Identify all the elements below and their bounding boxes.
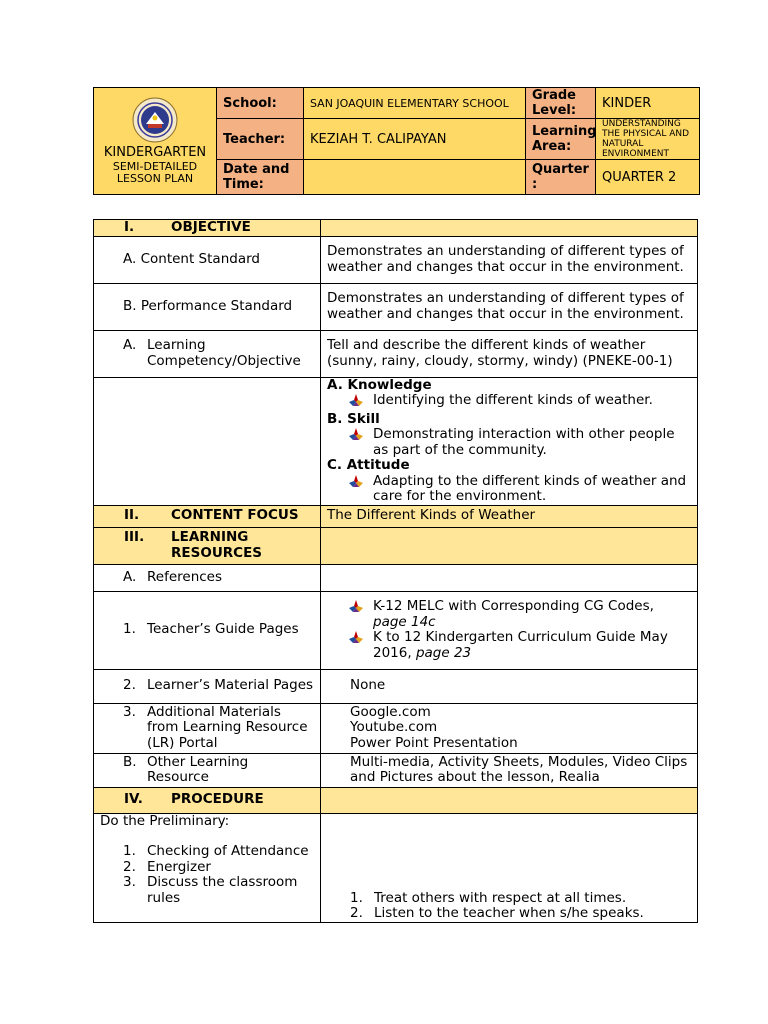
content-focus-row [94,505,698,527]
learners-material-row [94,669,698,703]
preliminary-step: Energizer [147,858,211,875]
classroom-rule: Treat others with respect at all times. [374,889,627,906]
deped-seal-icon [132,97,178,143]
bullet-diamond-icon [349,475,363,488]
section-title: CONTENT FOCUS [171,507,299,524]
additional-materials-label: Additional Materials from Learning Resource (LR) Portal [147,703,308,751]
learners-material-value: None [321,669,698,703]
performance-standard-row [94,283,698,330]
teacher-value: KEZIAH T. CALIPAYAN [304,119,526,160]
list-number: 2. [123,677,136,694]
attitude-heading: C. Attitude [327,457,410,473]
date-time-value [304,160,526,195]
other-resources-label: Other Learning Resource [147,753,249,785]
competency-label: Learning Competency/Objective [147,337,301,369]
tg-item-2: K to 12 Kindergarten Curriculum Guide May 2016, [373,629,668,661]
section-title: LEARNING RESOURCES [171,529,263,561]
learning-resources-row [94,527,698,564]
competency-row [94,330,698,377]
section-number: IV. [124,791,143,808]
attitude-item: Adapting to the different kinds of weather and care for the environment. [373,472,687,504]
grade-label: Grade Level: [526,88,596,119]
tg-item-2-page: page 23 [415,644,472,661]
tg-item-1: K-12 MELC with Corresponding CG Codes, [373,598,654,614]
list-number: 3. [123,703,136,720]
school-label: School: [217,88,304,119]
list-letter: B. [123,753,137,770]
lesson-type: SEMI-DETAILED LESSON PLAN [112,160,198,185]
preliminary-row: Do the Preliminary: 1. Checking of Attendance 2. Energizer 3. Discuss the classroom rules 1. Treat others with respect at all times. 2. Listen to the teacher when s/he speaks. [94,813,698,922]
additional-material-item: Power Point Presentation [350,734,518,751]
competency-value: Tell and describe the different kinds of weather (sunny, rainy, cloudy, stormy, windy) (PNEKE-00-1) [321,330,698,377]
objective-section-row [94,220,698,237]
school-value: SAN JOAQUIN ELEMENTARY SCHOOL [304,88,526,119]
header-table [93,87,700,195]
references-row [94,564,698,591]
bullet-diamond-icon [349,631,363,644]
performance-standard-label: B. Performance Standard [94,283,321,330]
learners-material-label: Learner’s Material Pages [147,677,314,694]
skill-heading: B. Skill [327,410,380,427]
other-resources-value: Multi-media, Activity Sheets, Modules, Video Clips and Pictures about the lesson, Realia [321,753,698,787]
content-focus-value: The Different Kinds of Weather [321,505,698,527]
grade-value: KINDER [596,88,700,119]
skill-item: Demonstrating interaction with other people as part of the community. [373,426,675,458]
list-letter: A. [123,568,137,585]
tg-item-1-page: page 14c [373,613,436,630]
preliminary-heading: Do the Preliminary: [100,812,230,829]
preliminary-step: Discuss the classroom rules [147,874,298,906]
knowledge-heading: A. Knowledge [327,376,432,393]
content-standard-label: A. Content Standard [94,236,321,283]
school-logo-cell [94,88,217,195]
objectives-detail-row [94,377,698,505]
quarter-label: Quarter : [526,160,596,195]
bullet-diamond-icon [349,394,363,407]
teachers-guide-row [94,591,698,669]
learning-area-label: Learning Area: [526,119,596,160]
content-standard-row [94,236,698,283]
learning-area-value: UNDERSTANDING THE PHYSICAL AND NATURAL ENVIRONMENT [596,119,700,160]
lesson-plan-table [93,219,698,923]
procedure-section-row [94,787,698,813]
additional-material-item: Youtube.com [350,719,438,736]
section-title: OBJECTIVE [171,219,251,235]
section-number: II. [124,507,140,524]
date-time-label: Date and Time: [217,160,304,195]
bullet-diamond-icon [349,600,363,613]
section-number: III. [124,529,145,545]
content-standard-value: Demonstrates an understanding of different types of weather and changes that occur in the environment. [321,236,698,283]
classroom-rule: Listen to the teacher when s/he speaks. [374,905,644,921]
quarter-value: QUARTER 2 [596,160,700,195]
references-label: References [147,568,223,585]
kindergarten-title: KINDERGARTEN [103,145,207,160]
teacher-label: Teacher: [217,119,304,160]
section-number: I. [124,219,135,235]
other-resources-row [94,753,698,787]
preliminary-step: Checking of Attendance [147,843,309,859]
performance-standard-value: Demonstrates an understanding of different types of weather and changes that occur in the environment. [321,283,698,330]
additional-materials-row [94,703,698,753]
list-number: 1. [123,621,136,638]
section-title: PROCEDURE [171,791,264,808]
additional-material-item: Google.com [350,703,431,720]
bullet-diamond-icon [349,428,363,441]
list-letter: A. [123,337,137,353]
knowledge-item: Identifying the different kinds of weather. [373,392,653,408]
teachers-guide-label: Teacher’s Guide Pages [147,621,299,638]
